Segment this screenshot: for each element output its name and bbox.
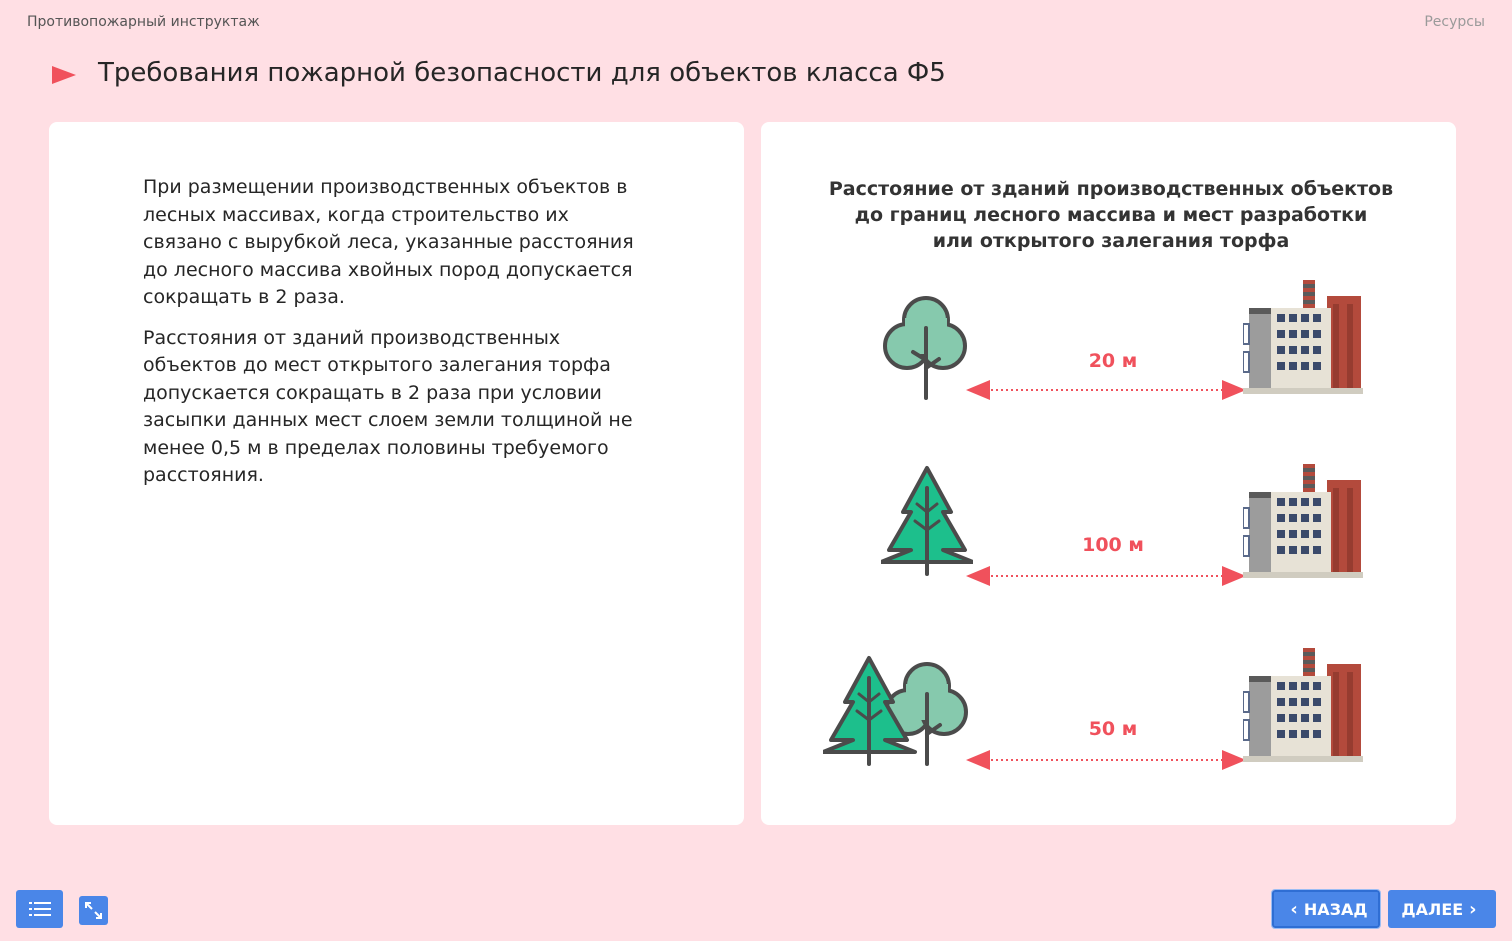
distance-row-2 — [761, 462, 1456, 602]
distance-arrow-1 — [966, 378, 1246, 402]
figure-title-line-3: или открытого залегания торфа — [932, 230, 1290, 252]
mixed-forest-icon — [823, 654, 971, 766]
figure-title-line-2: до границ лесного массива и мест разработки — [854, 204, 1368, 226]
text-content — [143, 174, 643, 503]
factory-icon — [1243, 464, 1363, 579]
figure-title — [801, 176, 1421, 254]
distance-label-1: 20 м — [1088, 350, 1138, 372]
distance-arrow-2 — [966, 564, 1246, 588]
paragraph-1: При размещении производственных объектов в лесных массивах, когда строительство их связано с вырубкой леса, указанные расстояния до лесного массива хвойных пород допускается сокращать в 2 раза. — [143, 176, 634, 308]
distance-row-3 — [761, 648, 1456, 788]
page-title: Требования пожарной безопасности для объектов класса Ф5 — [98, 58, 946, 88]
figure-panel — [761, 122, 1456, 825]
back-button[interactable] — [1272, 890, 1380, 928]
conifer-tree-icon — [881, 464, 973, 576]
distance-row-1 — [761, 280, 1456, 420]
paragraph-2: Расстояния от зданий производственных объектов до мест открытого залегания торфа допускается сокращать в 2 раза при условии засыпки данных мест слоем земли толщиной не менее 0,5 м в пределах половины требуемого расстояния. — [143, 326, 633, 486]
figure-title-line-1: Расстояние от зданий производственных объектов — [828, 178, 1394, 200]
play-marker-icon — [52, 66, 76, 84]
distance-label-2: 100 м — [1082, 534, 1144, 556]
resources-link[interactable]: Ресурсы — [1424, 14, 1485, 30]
expand-icon — [85, 902, 102, 919]
deciduous-tree-icon — [881, 288, 971, 400]
factory-icon — [1243, 280, 1363, 395]
chevron-right-icon: › — [1469, 898, 1477, 920]
distance-arrow-3 — [966, 748, 1246, 772]
text-panel — [49, 122, 744, 825]
next-button-label: ДАЛЕЕ — [1401, 899, 1464, 919]
back-button-label: НАЗАД — [1303, 899, 1368, 919]
factory-icon — [1243, 648, 1363, 763]
distance-label-3: 50 м — [1088, 718, 1138, 740]
menu-button[interactable] — [16, 890, 63, 928]
course-title: Противопожарный инструктаж — [27, 14, 260, 30]
list-icon — [29, 901, 51, 917]
chevron-left-icon: ‹ — [1290, 898, 1298, 920]
expand-button[interactable] — [79, 896, 108, 925]
next-button[interactable] — [1388, 890, 1496, 928]
